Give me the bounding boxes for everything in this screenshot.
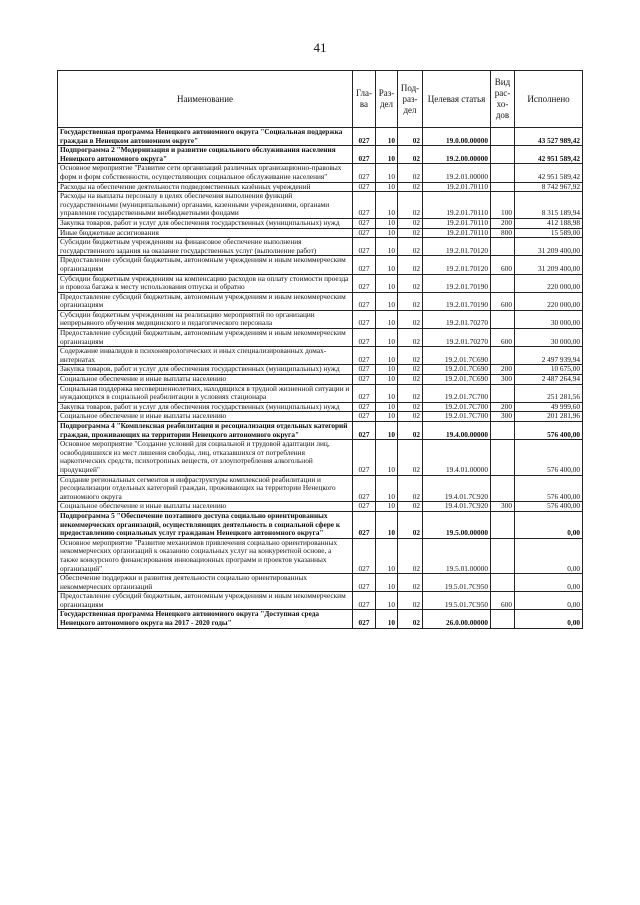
cell-amount: 220 000,00 [515, 274, 583, 292]
cell-name: Подпрограмма 4 "Комплексная реабилитация и ресоциализация отдельных категорий граждан, проживающих на территории Ненецкого автономного округа" [58, 422, 353, 440]
cell-statya: 19.2.01.70190 [423, 292, 491, 310]
cell-amount: 576 400,00 [515, 475, 583, 502]
cell-glava: 027 [353, 592, 376, 610]
cell-name: Субсидии бюджетным учреждениям на финансовое обеспечение выполнения государственного задания на оказание государственных услуг (выполнение работ) [58, 238, 353, 256]
cell-vid: 300 [491, 375, 515, 385]
table-row [58, 310, 583, 328]
cell-podrazdel: 02 [398, 384, 423, 402]
cell-razdel: 10 [376, 502, 398, 512]
cell-vid [491, 182, 515, 192]
cell-vid: 100 [491, 192, 515, 219]
cell-vid [491, 475, 515, 502]
cell-podrazdel: 02 [398, 538, 423, 573]
cell-amount: 251 281,56 [515, 384, 583, 402]
cell-podrazdel: 02 [398, 310, 423, 328]
cell-podrazdel: 02 [398, 502, 423, 512]
cell-vid: 200 [491, 218, 515, 228]
table-row [58, 347, 583, 365]
cell-name: Подпрограмма 2 "Модернизация и развитие социального обслуживания населения Ненецкого автономного округа" [58, 146, 353, 164]
page-number: 41 [313, 40, 327, 55]
cell-razdel: 10 [376, 347, 398, 365]
table-row [58, 164, 583, 182]
cell-glava: 027 [353, 475, 376, 502]
cell-name: Закупка товаров, работ и услуг для обеспечения государственных (муниципальных) нужд [58, 218, 353, 228]
cell-name: Расходы на обеспечение деятельности подведомственных казённых учреждений [58, 182, 353, 192]
cell-glava: 027 [353, 511, 376, 538]
cell-statya: 19.2.01.7С690 [423, 347, 491, 365]
header-vid: Вид рас-хо-дов [491, 71, 515, 128]
cell-razdel: 10 [376, 375, 398, 385]
cell-name: Социальная поддержка несовершеннолетних, находящихся в трудной жизненной ситуации и нуждающихся в социальной реабилитации в условиях стационара [58, 384, 353, 402]
cell-glava: 027 [353, 365, 376, 375]
cell-glava: 027 [353, 238, 376, 256]
cell-name: Закупка товаров, работ и услуг для обеспечения государственных (муниципальных) нужд [58, 365, 353, 375]
cell-name: Обеспечение поддержки и развития деятельности социально ориентированных некоммерческих организаций [58, 574, 353, 592]
cell-podrazdel: 02 [398, 402, 423, 412]
table-row [58, 592, 583, 610]
cell-glava: 027 [353, 440, 376, 475]
cell-podrazdel: 02 [398, 347, 423, 365]
cell-amount: 8 742 967,92 [515, 182, 583, 192]
cell-glava: 027 [353, 347, 376, 365]
cell-podrazdel: 02 [398, 475, 423, 502]
cell-vid [491, 610, 515, 628]
cell-name: Социальное обеспечение и иные выплаты населению [58, 502, 353, 512]
cell-vid: 200 [491, 402, 515, 412]
cell-podrazdel: 02 [398, 192, 423, 219]
cell-name: Государственная программа Ненецкого автономного округа "Социальная поддержка граждан в Ненецком автономном округе" [58, 128, 353, 146]
cell-name: Социальное обеспечение и иные выплаты населению [58, 375, 353, 385]
cell-amount: 31 209 400,00 [515, 238, 583, 256]
cell-glava: 027 [353, 182, 376, 192]
cell-glava: 027 [353, 146, 376, 164]
cell-statya: 19.2.01.7С700 [423, 384, 491, 402]
cell-amount: 412 188,98 [515, 218, 583, 228]
table-row [58, 218, 583, 228]
cell-statya: 19.5.01.7С950 [423, 592, 491, 610]
cell-razdel: 10 [376, 164, 398, 182]
cell-vid: 300 [491, 412, 515, 422]
table-row [58, 502, 583, 512]
cell-razdel: 10 [376, 592, 398, 610]
cell-vid [491, 422, 515, 440]
cell-podrazdel: 02 [398, 218, 423, 228]
cell-statya: 19.4.01.7С920 [423, 475, 491, 502]
cell-podrazdel: 02 [398, 511, 423, 538]
cell-amount: 576 400,00 [515, 440, 583, 475]
cell-razdel: 10 [376, 218, 398, 228]
cell-podrazdel: 02 [398, 256, 423, 274]
cell-razdel: 10 [376, 610, 398, 628]
cell-glava: 027 [353, 128, 376, 146]
cell-glava: 027 [353, 256, 376, 274]
cell-statya: 19.4.01.00000 [423, 440, 491, 475]
table-row [58, 574, 583, 592]
cell-glava: 027 [353, 274, 376, 292]
cell-amount: 576 400,00 [515, 422, 583, 440]
cell-podrazdel: 02 [398, 422, 423, 440]
cell-razdel: 10 [376, 574, 398, 592]
cell-razdel: 10 [376, 274, 398, 292]
cell-name: Содержание инвалидов в психоневрологических и иных специализированных домах-интернатах [58, 347, 353, 365]
cell-vid [491, 574, 515, 592]
cell-razdel: 10 [376, 182, 398, 192]
cell-name: Основное мероприятие "Развитие сети организаций различных организационно-правовых форм и форм собственности, осуществляющих социальное обслуживание населения" [58, 164, 353, 182]
cell-glava: 027 [353, 384, 376, 402]
cell-vid: 600 [491, 256, 515, 274]
cell-glava: 027 [353, 310, 376, 328]
cell-razdel: 10 [376, 440, 398, 475]
cell-podrazdel: 02 [398, 574, 423, 592]
cell-statya: 19.4.01.7С920 [423, 502, 491, 512]
cell-statya: 19.2.01.7С700 [423, 412, 491, 422]
cell-statya: 19.5.01.7С950 [423, 574, 491, 592]
header-razdel: Раз-дел [376, 71, 398, 128]
cell-glava: 027 [353, 610, 376, 628]
cell-podrazdel: 02 [398, 274, 423, 292]
table-row [58, 511, 583, 538]
cell-amount: 0,00 [515, 592, 583, 610]
cell-statya: 19.0.00.00000 [423, 128, 491, 146]
cell-vid: 600 [491, 592, 515, 610]
cell-glava: 027 [353, 412, 376, 422]
cell-name: Субсидии бюджетным учреждениям на реализацию мероприятий по организации непрерывного обучения медицинского и педагогического персонала [58, 310, 353, 328]
cell-amount: 49 999,60 [515, 402, 583, 412]
cell-glava: 027 [353, 574, 376, 592]
cell-name: Иные бюджетные ассигнования [58, 228, 353, 238]
cell-glava: 027 [353, 422, 376, 440]
cell-vid: 600 [491, 292, 515, 310]
cell-statya: 19.2.01.70110 [423, 228, 491, 238]
table-row [58, 329, 583, 347]
table-row [58, 274, 583, 292]
cell-statya: 19.2.01.70110 [423, 192, 491, 219]
budget-table [57, 70, 583, 629]
cell-statya: 19.2.01.70120 [423, 238, 491, 256]
cell-amount: 30 000,00 [515, 310, 583, 328]
header-glava: Гла-ва [353, 71, 376, 128]
table-row [58, 128, 583, 146]
header-row [58, 71, 583, 128]
table-row [58, 440, 583, 475]
cell-razdel: 10 [376, 310, 398, 328]
cell-statya: 19.2.01.70270 [423, 329, 491, 347]
cell-vid: 200 [491, 365, 515, 375]
cell-statya: 19.2.01.70190 [423, 274, 491, 292]
cell-glava: 027 [353, 292, 376, 310]
cell-statya: 19.5.01.00000 [423, 538, 491, 573]
cell-vid [491, 164, 515, 182]
cell-name: Предоставление субсидий бюджетным, автономным учреждениям и иным некоммерческим организациям [58, 292, 353, 310]
cell-amount: 0,00 [515, 511, 583, 538]
cell-glava: 027 [353, 228, 376, 238]
cell-razdel: 10 [376, 402, 398, 412]
cell-amount: 42 951 589,42 [515, 164, 583, 182]
cell-glava: 027 [353, 164, 376, 182]
cell-vid: 600 [491, 329, 515, 347]
table-row [58, 238, 583, 256]
cell-name: Предоставление субсидий бюджетным, автономным учреждениям и иным некоммерческим организациям [58, 329, 353, 347]
cell-amount: 30 000,00 [515, 329, 583, 347]
cell-amount: 2 497 939,94 [515, 347, 583, 365]
cell-vid [491, 538, 515, 573]
cell-statya: 19.2.01.00000 [423, 164, 491, 182]
cell-glava: 027 [353, 402, 376, 412]
cell-razdel: 10 [376, 146, 398, 164]
cell-name: Государственная программа Ненецкого автономного округа "Доступная среда Ненецкого автономного округа на 2017 - 2020 годы" [58, 610, 353, 628]
cell-statya: 19.2.01.70110 [423, 182, 491, 192]
cell-amount: 0,00 [515, 610, 583, 628]
cell-statya: 19.2.01.70110 [423, 218, 491, 228]
cell-glava: 027 [353, 375, 376, 385]
cell-amount: 31 209 400,00 [515, 256, 583, 274]
table-row [58, 292, 583, 310]
cell-statya: 19.2.01.70270 [423, 310, 491, 328]
header-statya: Целевая статья [423, 71, 491, 128]
cell-podrazdel: 02 [398, 375, 423, 385]
cell-glava: 027 [353, 538, 376, 573]
cell-podrazdel: 02 [398, 292, 423, 310]
table-row [58, 384, 583, 402]
cell-podrazdel: 02 [398, 182, 423, 192]
table-row [58, 422, 583, 440]
cell-vid [491, 440, 515, 475]
cell-vid [491, 274, 515, 292]
cell-vid [491, 238, 515, 256]
cell-amount: 8 315 189,94 [515, 192, 583, 219]
cell-podrazdel: 02 [398, 592, 423, 610]
cell-razdel: 10 [376, 511, 398, 538]
cell-statya: 19.2.01.7С690 [423, 375, 491, 385]
cell-vid: 800 [491, 228, 515, 238]
cell-razdel: 10 [376, 228, 398, 238]
cell-podrazdel: 02 [398, 329, 423, 347]
cell-name: Создание региональных сегментов и инфраструктуры комплексной реабилитации и ресоциализации отдельных категорий граждан, проживающих на территории Ненецкого автономного округа [58, 475, 353, 502]
cell-podrazdel: 02 [398, 412, 423, 422]
cell-name: Предоставление субсидий бюджетным, автономным учреждениям и иным некоммерческим организациям [58, 592, 353, 610]
table-row [58, 146, 583, 164]
cell-name: Подпрограмма 5 "Обеспечение поэтапного доступа социально ориентированных некоммерческих организаций, осуществляющих деятельность в социальной сфере к предоставлению социальных услуг гражданам Ненецкого автономного округа" [58, 511, 353, 538]
cell-podrazdel: 02 [398, 128, 423, 146]
cell-vid [491, 384, 515, 402]
cell-razdel: 10 [376, 192, 398, 219]
cell-podrazdel: 02 [398, 365, 423, 375]
cell-statya: 19.2.00.00000 [423, 146, 491, 164]
header-podrazdel: Под-раз-дел [398, 71, 423, 128]
cell-name: Предоставление субсидий бюджетным, автономным учреждениям и иным некоммерческим организациям [58, 256, 353, 274]
cell-amount: 0,00 [515, 574, 583, 592]
cell-vid [491, 347, 515, 365]
table-row [58, 192, 583, 219]
table-row [58, 256, 583, 274]
cell-amount: 42 951 589,42 [515, 146, 583, 164]
header-amount: Исполнено [515, 71, 583, 128]
table-row [58, 538, 583, 573]
cell-podrazdel: 02 [398, 164, 423, 182]
cell-amount: 10 675,00 [515, 365, 583, 375]
cell-name: Закупка товаров, работ и услуг для обеспечения государственных (муниципальных) нужд [58, 402, 353, 412]
cell-amount: 0,00 [515, 538, 583, 573]
cell-statya: 19.2.01.7С700 [423, 402, 491, 412]
cell-podrazdel: 02 [398, 238, 423, 256]
cell-razdel: 10 [376, 422, 398, 440]
cell-razdel: 10 [376, 238, 398, 256]
header-name: Наименование [58, 71, 353, 128]
cell-glava: 027 [353, 218, 376, 228]
cell-statya: 19.2.01.70120 [423, 256, 491, 274]
cell-statya: 19.2.01.7С690 [423, 365, 491, 375]
table-body [58, 128, 583, 629]
cell-amount: 15 589,00 [515, 228, 583, 238]
cell-razdel: 10 [376, 412, 398, 422]
table-row [58, 610, 583, 628]
cell-vid [491, 310, 515, 328]
cell-glava: 027 [353, 502, 376, 512]
cell-razdel: 10 [376, 365, 398, 375]
cell-razdel: 10 [376, 538, 398, 573]
cell-podrazdel: 02 [398, 228, 423, 238]
cell-statya: 19.5.00.00000 [423, 511, 491, 538]
cell-razdel: 10 [376, 384, 398, 402]
cell-razdel: 10 [376, 329, 398, 347]
cell-vid [491, 511, 515, 538]
cell-podrazdel: 02 [398, 610, 423, 628]
cell-razdel: 10 [376, 292, 398, 310]
cell-name: Социальное обеспечение и иные выплаты населению [58, 412, 353, 422]
cell-name: Расходы на выплаты персоналу в целях обеспечения выполнения функций государственными (муниципальными) органами, казенными учреждениями, органами управления государственными внебюджетными фондами [58, 192, 353, 219]
cell-glava: 027 [353, 329, 376, 347]
cell-statya: 26.0.00.00000 [423, 610, 491, 628]
cell-podrazdel: 02 [398, 146, 423, 164]
cell-amount: 201 281,96 [515, 412, 583, 422]
cell-statya: 19.4.00.00000 [423, 422, 491, 440]
cell-podrazdel: 02 [398, 440, 423, 475]
cell-vid: 300 [491, 502, 515, 512]
cell-vid [491, 146, 515, 164]
cell-glava: 027 [353, 192, 376, 219]
cell-amount: 576 400,00 [515, 502, 583, 512]
cell-razdel: 10 [376, 128, 398, 146]
cell-amount: 43 527 989,42 [515, 128, 583, 146]
cell-razdel: 10 [376, 475, 398, 502]
table-row [58, 375, 583, 385]
cell-razdel: 10 [376, 256, 398, 274]
cell-name: Основное мероприятие "Создание условий для социальной и трудовой адаптации лиц, освободившихся из мест лишения свободы, лиц, отказавшихся от потребления наркотических средств, психотропных веществ, от злоупотребления алкогольной продукцией" [58, 440, 353, 475]
cell-vid [491, 128, 515, 146]
cell-name: Основное мероприятие "Развитие механизмов привлечения социально ориентированных некоммерческих организаций к оказанию социальных услуг на конкурентной основе, а также конкурсного финансирования инновационных программ и проектов указанных организаций" [58, 538, 353, 573]
cell-amount: 220 000,00 [515, 292, 583, 310]
cell-amount: 2 487 264,94 [515, 375, 583, 385]
table-row [58, 475, 583, 502]
cell-name: Субсидии бюджетным учреждениям на компенсацию расходов на оплату стоимости проезда и провоза багажа к месту использования отпуска и обратно [58, 274, 353, 292]
